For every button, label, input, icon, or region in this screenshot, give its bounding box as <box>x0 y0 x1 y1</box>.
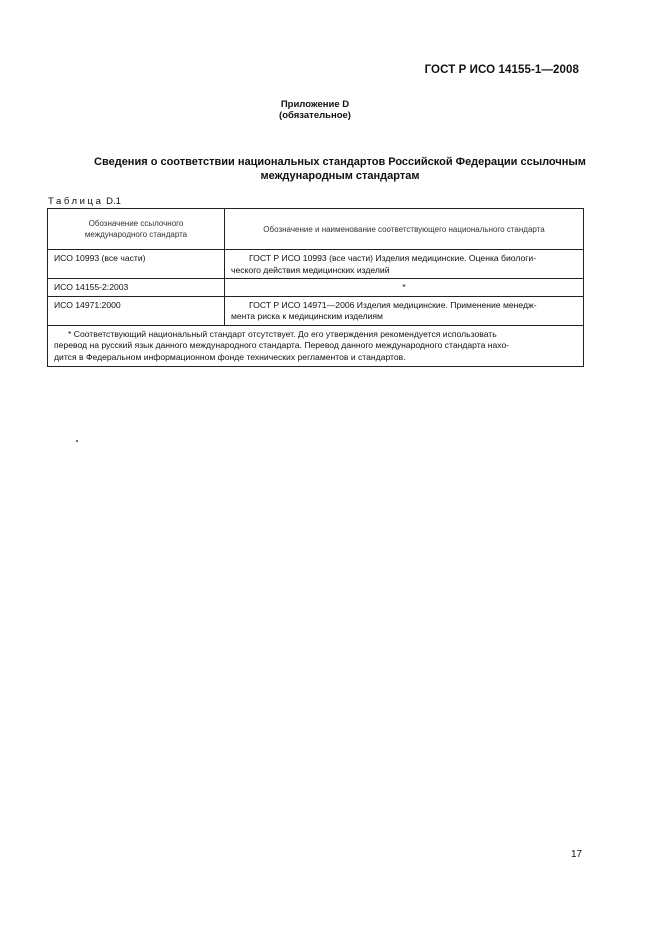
footnote-line-2: перевод на русский язык данного международного стандарта. Перевод данного международного стандарта нахо- <box>54 340 510 350</box>
cell-national-standard <box>225 296 584 325</box>
cell-national-line-1: * <box>402 282 406 292</box>
cell-ref-standard: ИСО 14971:2000 <box>48 296 225 325</box>
appendix-title: Приложение D <box>280 99 350 110</box>
section-title-line-1: Сведения о соответствии национальных стандартов Российской Федерации ссылочным <box>94 156 586 168</box>
stray-dot <box>76 440 78 442</box>
table-caption-number: D.1 <box>106 196 121 207</box>
appendix-heading <box>0 99 630 121</box>
cell-national-line-1: ГОСТ Р ИСО 10993 (все части) Изделия медицинские. Оценка биологи- <box>249 253 537 263</box>
col-header-international-standard <box>48 209 225 250</box>
col1-header-line-2: международного стандарта <box>84 230 188 239</box>
table-row <box>48 296 584 325</box>
cell-ref-standard: ИСО 10993 (все части) <box>48 250 225 279</box>
cell-ref-standard: ИСО 14155-2:2003 <box>48 279 225 297</box>
cell-national-line-1: ГОСТ Р ИСО 14971—2006 Изделия медицинские. Применение менедж- <box>249 299 537 310</box>
document-code: ГОСТ Р ИСО 14155-1—2008 <box>424 64 579 76</box>
cell-national-standard <box>225 250 584 279</box>
footnote-line-3: дится в Федеральном информационном фонде технических регламентов и стандартов. <box>54 351 406 362</box>
table-footnote <box>48 325 584 367</box>
table-caption-word: Таблица <box>48 196 104 207</box>
page-number: 17 <box>571 849 583 860</box>
section-title <box>48 155 632 183</box>
appendix-status: (обязательное) <box>279 110 351 121</box>
table-header-row <box>48 209 584 250</box>
table-caption <box>48 196 121 207</box>
section-title-line-2: международным стандартам <box>260 170 420 182</box>
col-header-national-standard: Обозначение и наименование соответствующего национального стандарта <box>225 209 584 250</box>
footnote-line-1: * Соответствующий национальный стандарт отсутствует. До его утверждения рекомендуется использовать <box>68 328 497 339</box>
table-row <box>48 279 584 297</box>
cell-national-standard <box>225 279 584 297</box>
reference-standards-table <box>47 208 584 367</box>
col1-header-line-1: Обозначение ссылочного <box>88 219 184 228</box>
cell-national-line-2: ческого действия медицинских изделий <box>231 264 390 275</box>
table-footnote-row <box>48 325 584 367</box>
table-row <box>48 250 584 279</box>
cell-national-line-2: мента риска к медицинским изделиям <box>231 311 383 321</box>
